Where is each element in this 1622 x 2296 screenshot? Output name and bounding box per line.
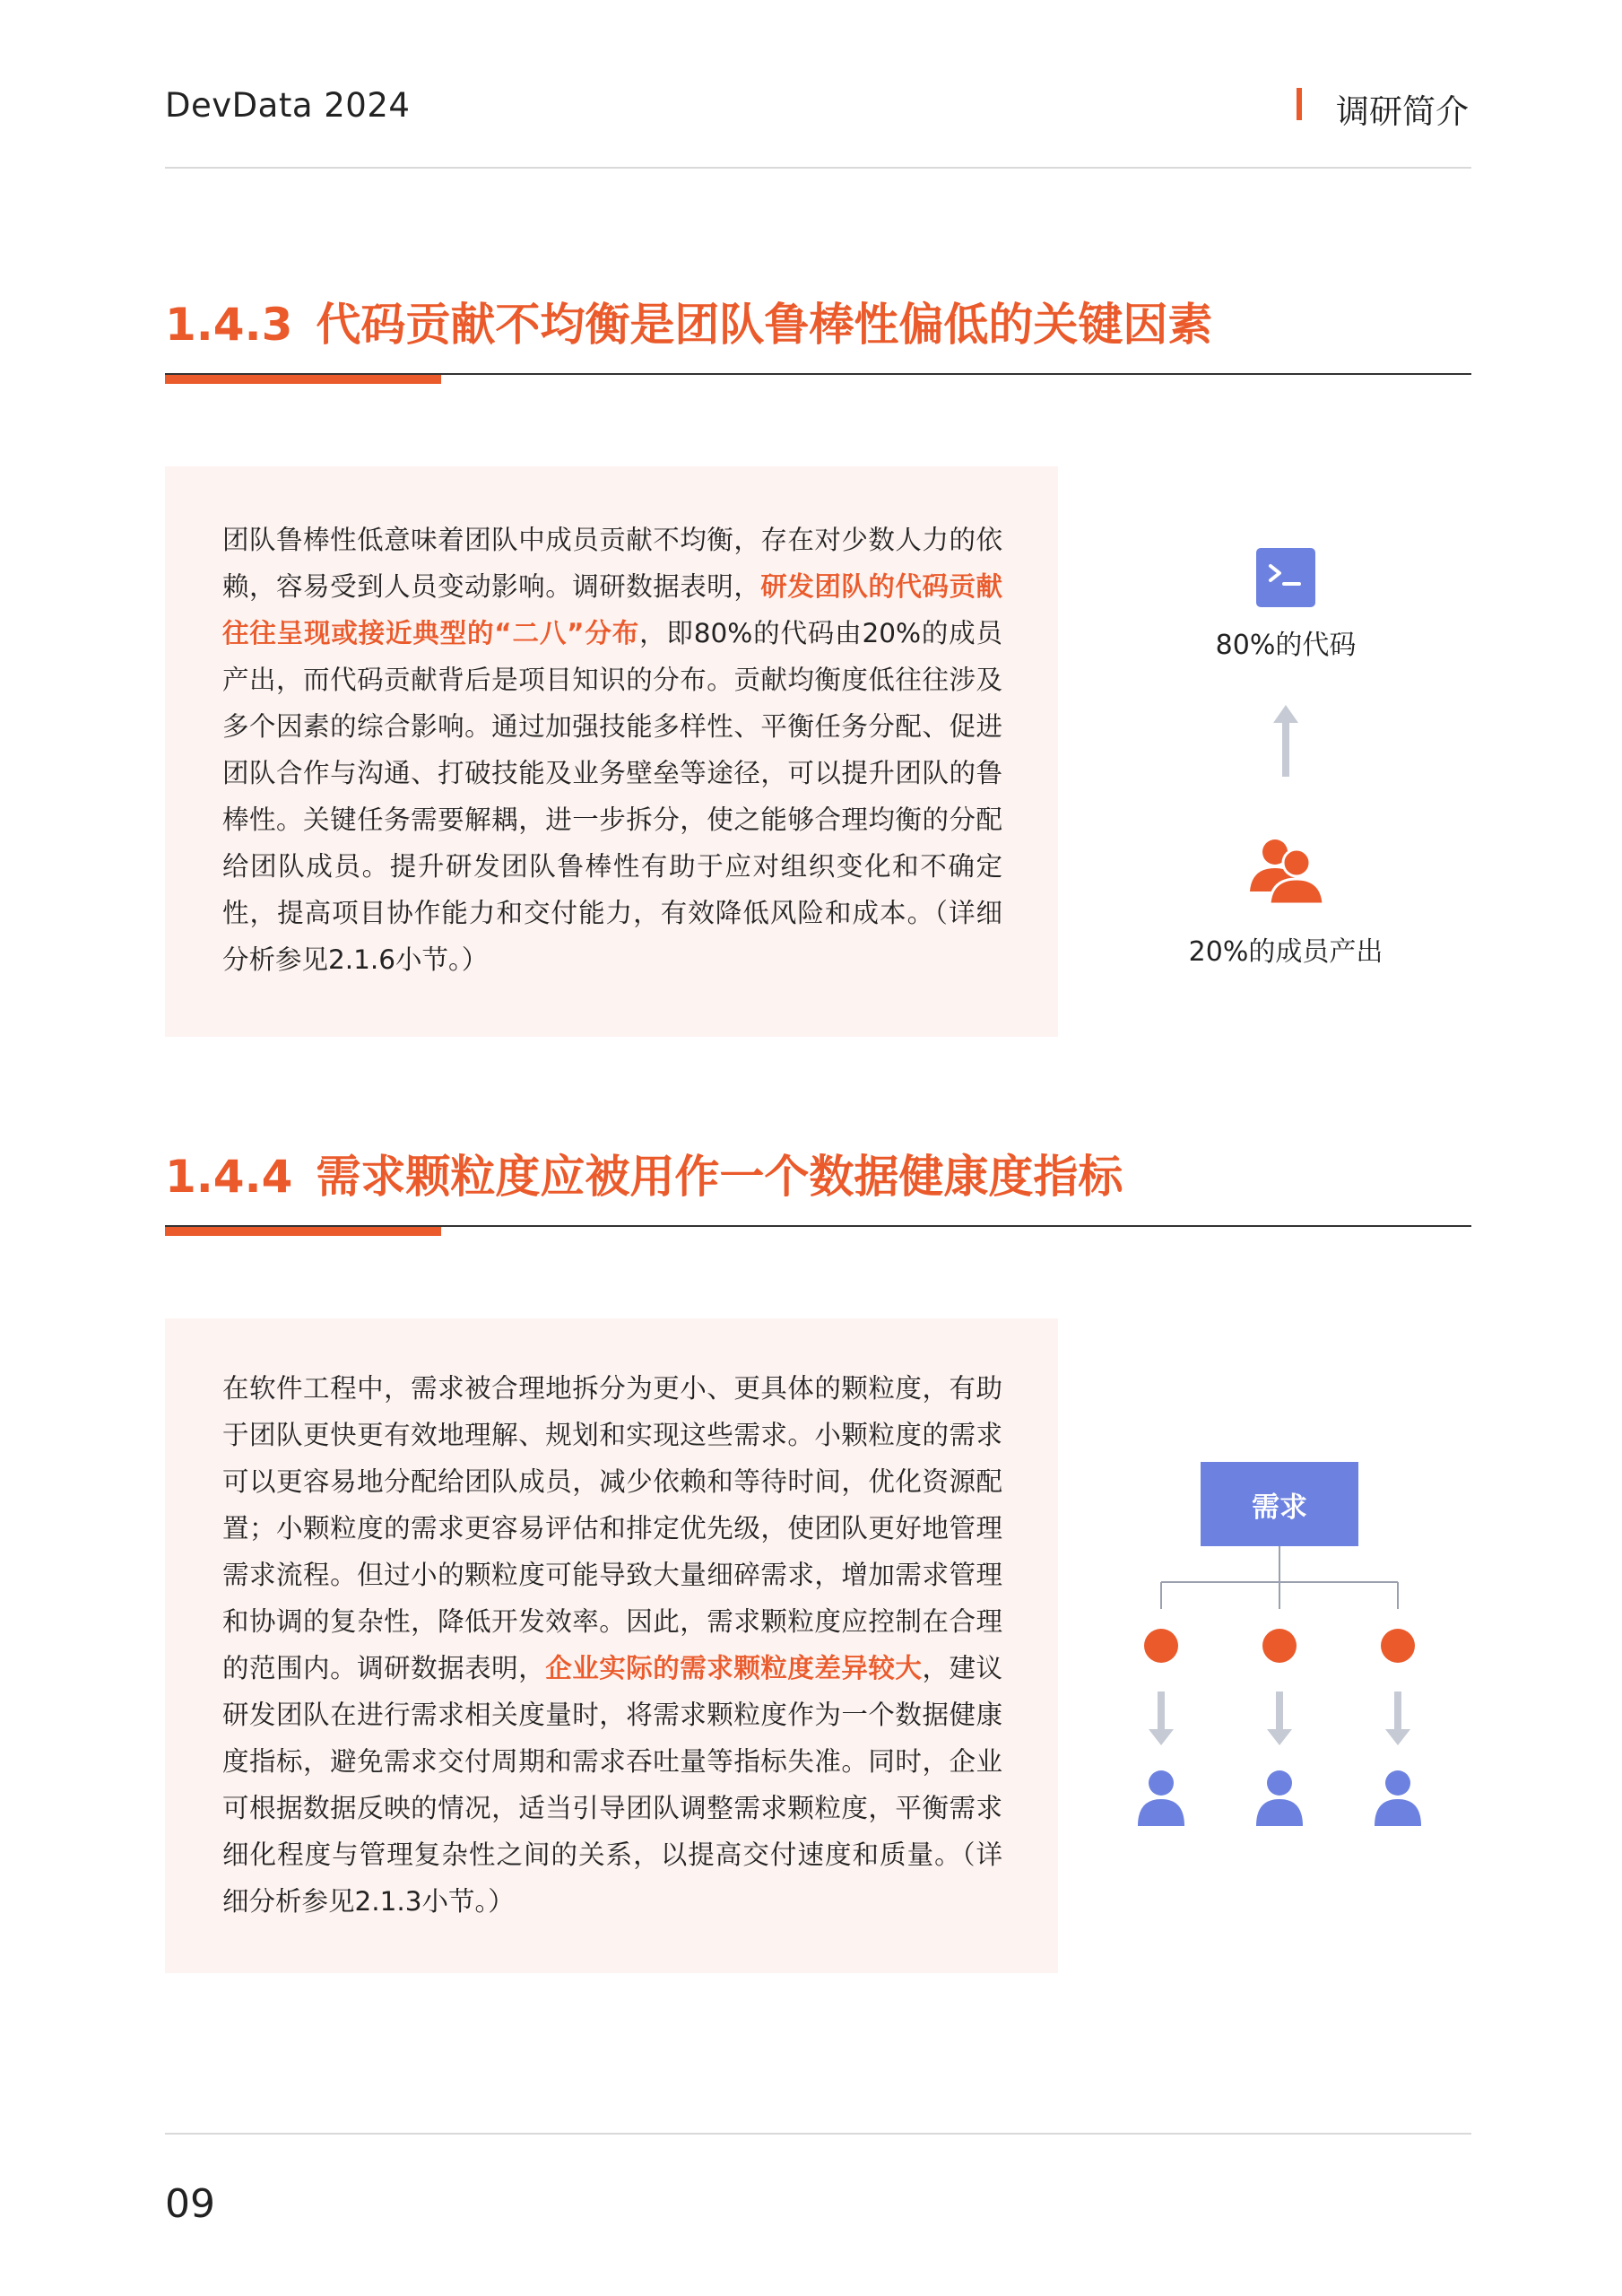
section-2-number: 1.4.4 [165,1151,293,1203]
report-title: DevData 2024 [165,86,411,125]
tree-connector [1145,1546,1414,1609]
section-1-paragraph: 团队鲁棒性低意味着团队中成员贡献不均衡，存在对少数人力的依赖，容易受到人员变动影响。调研数据表明，研发团队的代码贡献往往呈现或接近典型的“二八”分布，即80%的代码由20%的成员产出，而代码贡献背后是项目知识的分布。贡献均衡度低往往涉及多个因素的综合影响。通过加强技能多样性、平衡任务分配、促进团队合作与沟通、打破技能及业务壁垒等途径，可以提升团队的鲁棒性。关键任务需要解耦，进一步拆分，使之能够合理均衡的分配给团队成员。提升研发团队鲁棒性有助于应对组织变化和不确定性，提高项目协作能力和交付能力，有效降低风险和成本。（详细分析参见2.1.6小节。） [222,525,1002,975]
person-icon [1136,1769,1186,1826]
people-icon [1248,834,1323,906]
section-1-title: 代码贡献不均衡是团队鲁棒性偏低的关键因素 [316,299,1213,351]
node-dot [1381,1629,1415,1663]
section-1-card [165,466,1058,1037]
arrow-down-icon [1263,1690,1296,1747]
section-1-number: 1.4.3 [165,299,293,351]
section-name: 调研简介 [1336,92,1469,131]
node-dot [1144,1629,1178,1663]
requirement-box: 需求 [1201,1462,1358,1546]
section-2-heading [165,1141,1123,1205]
section-1-heading [165,289,1212,353]
section-1-accent-bar [165,375,441,384]
bottom-label: 20%的成员产出 [1188,936,1383,968]
header-accent-bar [1297,88,1302,120]
arrow-up-icon [1268,703,1304,778]
person-icon [1373,1769,1423,1826]
footer-divider [165,2133,1471,2135]
section-2-title: 需求颗粒度应被用作一个数据健康度指标 [316,1151,1123,1203]
section-2-paragraph: 在软件工程中，需求被合理地拆分为更小、更具体的颗粒度，有助于团队更快更有效地理解、规划和实现这些需求。小颗粒度的需求可以更容易地分配给团队成员，减少依赖和等待时间，优化资源配置；小颗粒度的需求更容易评估和排定优先级，使团队更好地管理需求流程。但过小的颗粒度可能导致大量细碎需求，增加需求管理和协调的复杂性，降低开发效率。因此，需求颗粒度应控制在合理的范围内。调研数据表明，企业实际的需求颗粒度差异较大，建议研发团队在进行需求相关度量时，将需求颗粒度作为一个数据健康度指标，避免需求交付周期和需求吞吐量等指标失准。同时，企业可根据数据反映的情况，适当引导团队调整需求颗粒度，平衡需求细化程度与管理复杂性之间的关系，以提高交付速度和质量。（详细分析参见2.1.3小节。） [222,1373,1002,1917]
node-dot [1262,1629,1297,1663]
terminal-icon [1256,548,1315,607]
section-2-highlight: 企业实际的需求颗粒度差异较大 [545,1653,923,1683]
section-2-card [165,1318,1058,1973]
section-1-highlight: 研发团队的代码贡献往往呈现或接近典型的“二八”分布 [222,571,1002,648]
arrow-down-icon [1145,1690,1177,1747]
header-divider [165,167,1471,169]
page-number: 09 [165,2181,215,2227]
section-2-accent-bar [165,1227,441,1236]
person-icon [1254,1769,1305,1826]
arrow-down-icon [1382,1690,1414,1747]
top-label: 80%的代码 [1215,630,1357,661]
